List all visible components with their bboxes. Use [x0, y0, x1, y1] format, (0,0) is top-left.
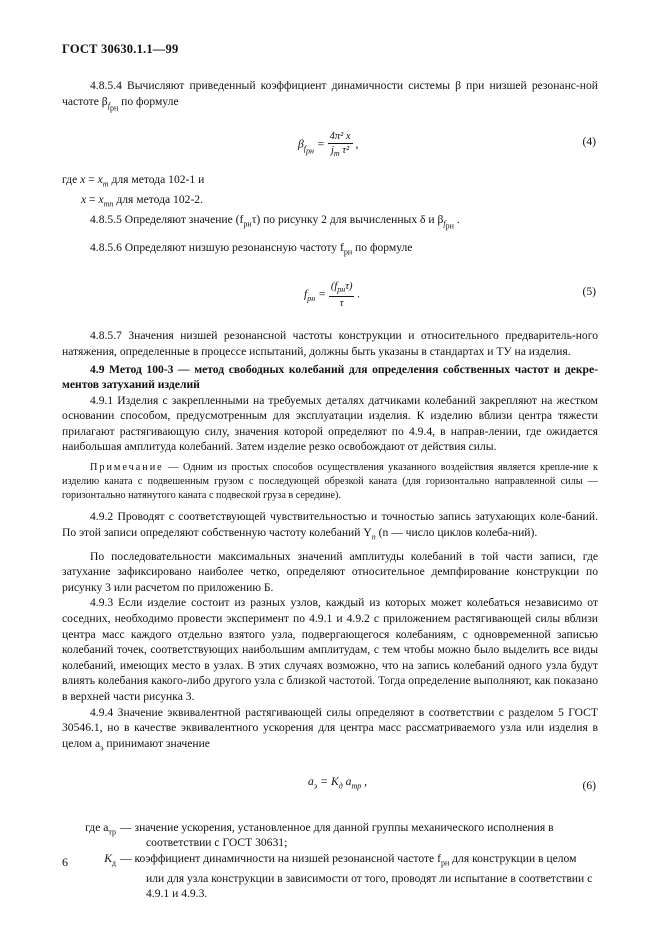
- where-clause-1: где $x = x_m$ для метода 102-1 и $x = x_{mn}$ для метода 102-2.: [62, 173, 205, 209]
- formula-4-expression: $\beta_{f_{рн}}$ = $\frac{\text{4π² x}}{j_m \tau^2}$ ,: [298, 131, 359, 159]
- paragraph-damping: По последовательности максимальных значений амплитуды колебаний в той части записи, где затухание зафиксировано наиболее четко, определяют относительное демпфирование конструкции по рисунку 3 или расчетом по приложению Б.: [62, 549, 598, 594]
- section-heading-4-9: 4.9 Метод 100-3 — метод свободных колебаний для определения собственных частот и декре-ментов затуханий изделий: [62, 362, 598, 392]
- paragraph-4-9-4: 4.9.4 Значение эквивалентной растягивающей силы определяют в соответствии с разделом 5 ГОСТ 30546.1, но в качестве эквивалентного ускорения для центра масс рассматриваемого узла или изделия в целом $a_э$ принимают значение: [62, 705, 598, 752]
- formula-6-number: (6): [582, 778, 596, 792]
- paragraph-4-9-3: 4.9.3 Если изделие состоит из разных узлов, каждый из которых может колебаться независимо от соседних, необходимо провести эксперимент по 4.9.1 и 4.9.2 с приложением растягивающей силы вблизи центра масс каждого отдельно взятого узла, подвергающегося колебаниям, с одновременной записью колебаний точек, соответствующих наибольшим амплитудам, с тем чтобы можно было выделить все виды колебаний, имеющих место в узлах. В этих случаях возможно, что на запись колебаний одного узла будут влиять колебания какого-либо другого узла с близкой частотой. Тогда определение выполняют, как показано в верхней части рисунка 3.: [62, 596, 598, 703]
- formula-6-expression: $a_э = K_д$ $a_{тр}$ ,: [308, 774, 368, 790]
- formula-6: [62, 768, 598, 808]
- paragraph-4-8-5-4: 4.8.5.4 Вычисляют приведенный коэффициент динамичности системы β при низшей резонанс-ной частоте $\beta_{f_{рн}}$ по формуле: [62, 79, 598, 113]
- page-header: ГОСТ 30630.1.1—99: [62, 42, 179, 56]
- page-number: 6: [62, 855, 68, 869]
- formula-5: [62, 274, 598, 314]
- paragraph-4-8-5-7: 4.8.5.7 Значения низшей резонансной частоты конструкции и относительного предваритель-ного натяжения, определенные в процессе испытаний, должны быть указаны в стандартах и ТУ на изделия.: [62, 329, 598, 358]
- formula-4-number: (4): [582, 135, 596, 149]
- definition-a-tr: где $a_{тр}$ — значение ускорения, установленное для данной группы механического исполнения в соответствии с ГОСТ 30631;: [85, 820, 554, 850]
- formula-5-expression: $f_{рн}$ = $\frac{(f_{рн}\tau)}{\tau}$ .: [304, 281, 361, 310]
- note: Примечание — Одним из простых способов осуществления указанного воздействия является крепле-ние к изделию каната с подвешенным грузом с последующей обрезкой каната (для горизонтально направленной силы — горизонтально натянутого каната с подвеской груза в середине).: [62, 462, 598, 502]
- paragraph-4-9-1: 4.9.1 Изделия с закрепленными на требуемых деталях датчиками колебаний закрепляют на жестком основании способом, предусмотренным для эксплуатации изделия. К изделию вблизи центра тяжести прилагают растягивающую силу, значения которой определяют по 4.9.4, в направ-лении, где ожидается наибольшая амплитуда колебаний. Затем изделие резко освобождают от действия силы.: [62, 393, 598, 454]
- document-body: [62, 78, 598, 902]
- formula-5-number: (5): [582, 285, 596, 299]
- formula-4: [62, 124, 598, 164]
- paragraph-4-9-2: 4.9.2 Проводят с соответствующей чувствительностью и точностью запись затухающих коле-баний. По этой записи определяют собственную частоту колебаний $Y_n$ (n — число циклов колеба-ний).: [62, 510, 598, 541]
- paragraph-4-8-5-5: 4.8.5.5 Определяют значение $(f_{рн}\tau)$ по рисунку 2 для вычисленных δ и $\beta_{f_{рн}}$ .: [90, 212, 460, 231]
- definition-k-d: $K_д$ — коэффициент динамичности на низшей резонансной частоте $f_{рн}$ для конструкции в целом или для узла конструкции в зависимости от того, проводят ли испытание в соответствии с 4.9.1 и 4.9.3.: [104, 851, 593, 901]
- paragraph-4-8-5-6: 4.8.5.6 Определяют низшую резонанcную частоту $f_{рн}$ по формуле: [90, 241, 413, 257]
